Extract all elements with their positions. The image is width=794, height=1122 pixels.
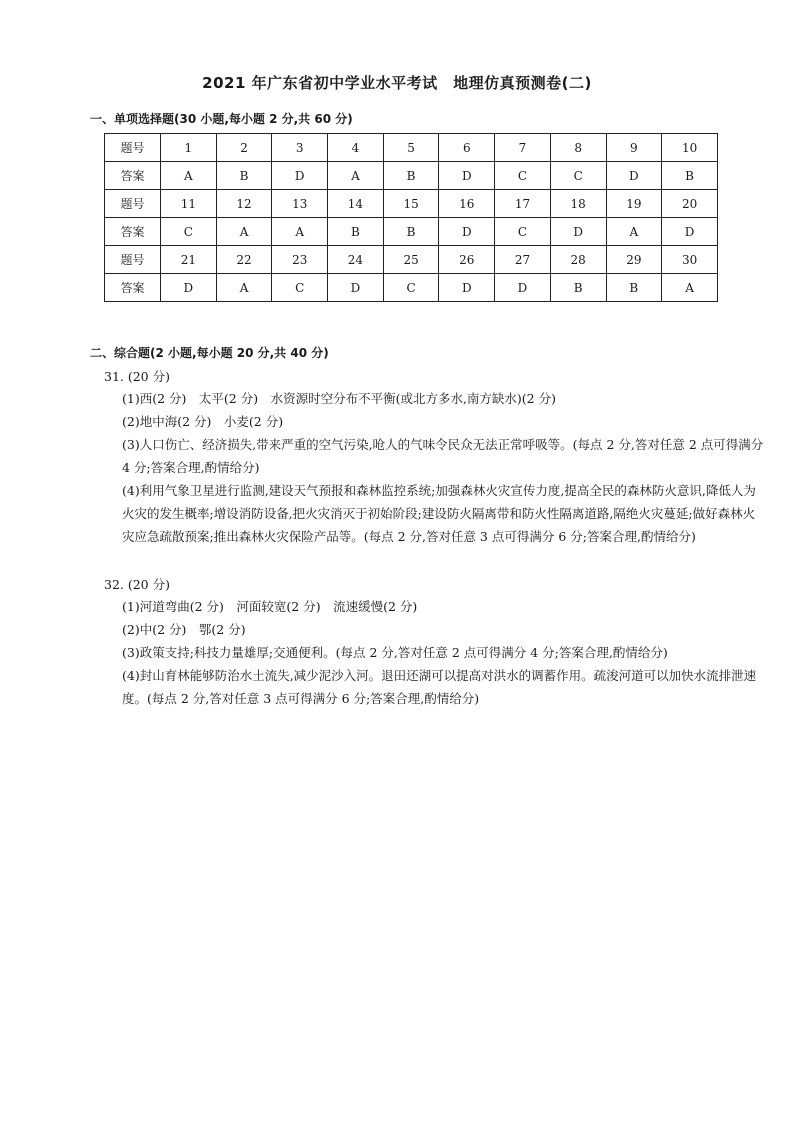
- table-row: [105, 162, 718, 190]
- table-cell: 27: [495, 246, 551, 274]
- row-label: 答案: [105, 274, 161, 302]
- table-cell: 25: [383, 246, 439, 274]
- table-cell: A: [216, 218, 272, 246]
- table-cell: B: [606, 274, 662, 302]
- table-cell: 2: [216, 134, 272, 162]
- table-cell: D: [439, 218, 495, 246]
- question-31: [104, 367, 764, 548]
- answer-line: (2)中(2 分) 鄂(2 分): [122, 622, 246, 637]
- table-cell: D: [550, 218, 606, 246]
- table-row: [105, 218, 718, 246]
- answer-line: (2)地中海(2 分) 小麦(2 分): [122, 414, 284, 429]
- table-cell: D: [439, 274, 495, 302]
- page-title: 2021 年广东省初中学业水平考试 地理仿真预测卷(二): [202, 74, 592, 92]
- table-cell: 14: [328, 190, 384, 218]
- question-number: 31. (20 分): [104, 369, 170, 384]
- table-row: [105, 246, 718, 274]
- table-cell: 28: [550, 246, 606, 274]
- table-cell: A: [216, 274, 272, 302]
- answer-line: (3)人口伤亡、经济损失,带来严重的空气污染,呛人的气味令民众无法正常呼吸等。(每点 2 分,答对任意 2 点可得满分 4 分;答案合理,酌情给分): [122, 437, 764, 475]
- table-cell: 11: [161, 190, 217, 218]
- section-heading-comprehensive: 二、综合题(2 小题,每小题 20 分,共 40 分): [90, 346, 329, 360]
- row-label: 题号: [105, 190, 161, 218]
- table-cell: 7: [495, 134, 551, 162]
- table-cell: A: [272, 218, 328, 246]
- table-cell: D: [328, 274, 384, 302]
- answer-table: [104, 133, 718, 302]
- table-cell: C: [161, 218, 217, 246]
- table-cell: 22: [216, 246, 272, 274]
- table-cell: 10: [662, 134, 718, 162]
- table-cell: 3: [272, 134, 328, 162]
- table-cell: 8: [550, 134, 606, 162]
- table-cell: C: [550, 162, 606, 190]
- table-cell: D: [272, 162, 328, 190]
- table-cell: 30: [662, 246, 718, 274]
- table-cell: 23: [272, 246, 328, 274]
- table-cell: 18: [550, 190, 606, 218]
- table-cell: B: [662, 162, 718, 190]
- table-cell: 16: [439, 190, 495, 218]
- answer-line: (4)利用气象卫星进行监测,建设天气预报和森林监控系统;加强森林火灾宣传力度,提高全民的森林防火意识,降低人为火灾的发生概率;增设消防设备,把火灾消灭于初始阶段;建设防火隔离带和防火性隔离道路,隔绝火灾蔓延;做好森林火灾应急疏散预案;推出森林火灾保险产品等。(每点 2 分,答对任意 3 点可得满分 6 分;答案合理,酌情给分): [122, 483, 756, 544]
- question-number: 32. (20 分): [104, 577, 170, 592]
- table-cell: D: [662, 218, 718, 246]
- table-cell: 29: [606, 246, 662, 274]
- table-cell: 1: [161, 134, 217, 162]
- table-row: [105, 274, 718, 302]
- table-cell: A: [662, 274, 718, 302]
- question-32: [104, 575, 764, 710]
- table-cell: B: [383, 218, 439, 246]
- table-cell: A: [328, 162, 384, 190]
- section-heading-choice: 一、单项选择题(30 小题,每小题 2 分,共 60 分): [90, 112, 353, 126]
- table-cell: 13: [272, 190, 328, 218]
- table-cell: B: [328, 218, 384, 246]
- table-cell: D: [495, 274, 551, 302]
- table-cell: D: [606, 162, 662, 190]
- table-row: [105, 190, 718, 218]
- table-cell: C: [272, 274, 328, 302]
- table-cell: C: [495, 218, 551, 246]
- answer-line: (4)封山育林能够防治水土流失,减少泥沙入河。退田还湖可以提高对洪水的调蓄作用。疏浚河道可以加快水流排泄速度。(每点 2 分,答对任意 3 点可得满分 6 分;答案合理,酌情给分): [122, 668, 757, 706]
- table-cell: 15: [383, 190, 439, 218]
- table-cell: C: [495, 162, 551, 190]
- table-cell: A: [161, 162, 217, 190]
- table-cell: A: [606, 218, 662, 246]
- table-cell: B: [383, 162, 439, 190]
- table-cell: 26: [439, 246, 495, 274]
- table-cell: 17: [495, 190, 551, 218]
- table-cell: B: [550, 274, 606, 302]
- answer-line: (3)政策支持;科技力量雄厚;交通便利。(每点 2 分,答对任意 2 点可得满分 4 分;答案合理,酌情给分): [122, 645, 668, 660]
- answer-line: (1)西(2 分) 太平(2 分) 水资源时空分布不平衡(或北方多水,南方缺水)(2 分): [122, 391, 556, 406]
- table-cell: 19: [606, 190, 662, 218]
- table-cell: B: [216, 162, 272, 190]
- table-cell: D: [161, 274, 217, 302]
- table-cell: 20: [662, 190, 718, 218]
- row-label: 题号: [105, 134, 161, 162]
- table-cell: 4: [328, 134, 384, 162]
- answer-line: (1)河道弯曲(2 分) 河面较宽(2 分) 流速缓慢(2 分): [122, 599, 418, 614]
- table-cell: 24: [328, 246, 384, 274]
- table-row: [105, 134, 718, 162]
- table-cell: 9: [606, 134, 662, 162]
- table-cell: 12: [216, 190, 272, 218]
- table-cell: 6: [439, 134, 495, 162]
- table-cell: 21: [161, 246, 217, 274]
- row-label: 题号: [105, 246, 161, 274]
- row-label: 答案: [105, 218, 161, 246]
- table-cell: D: [439, 162, 495, 190]
- table-cell: 5: [383, 134, 439, 162]
- row-label: 答案: [105, 162, 161, 190]
- table-cell: C: [383, 274, 439, 302]
